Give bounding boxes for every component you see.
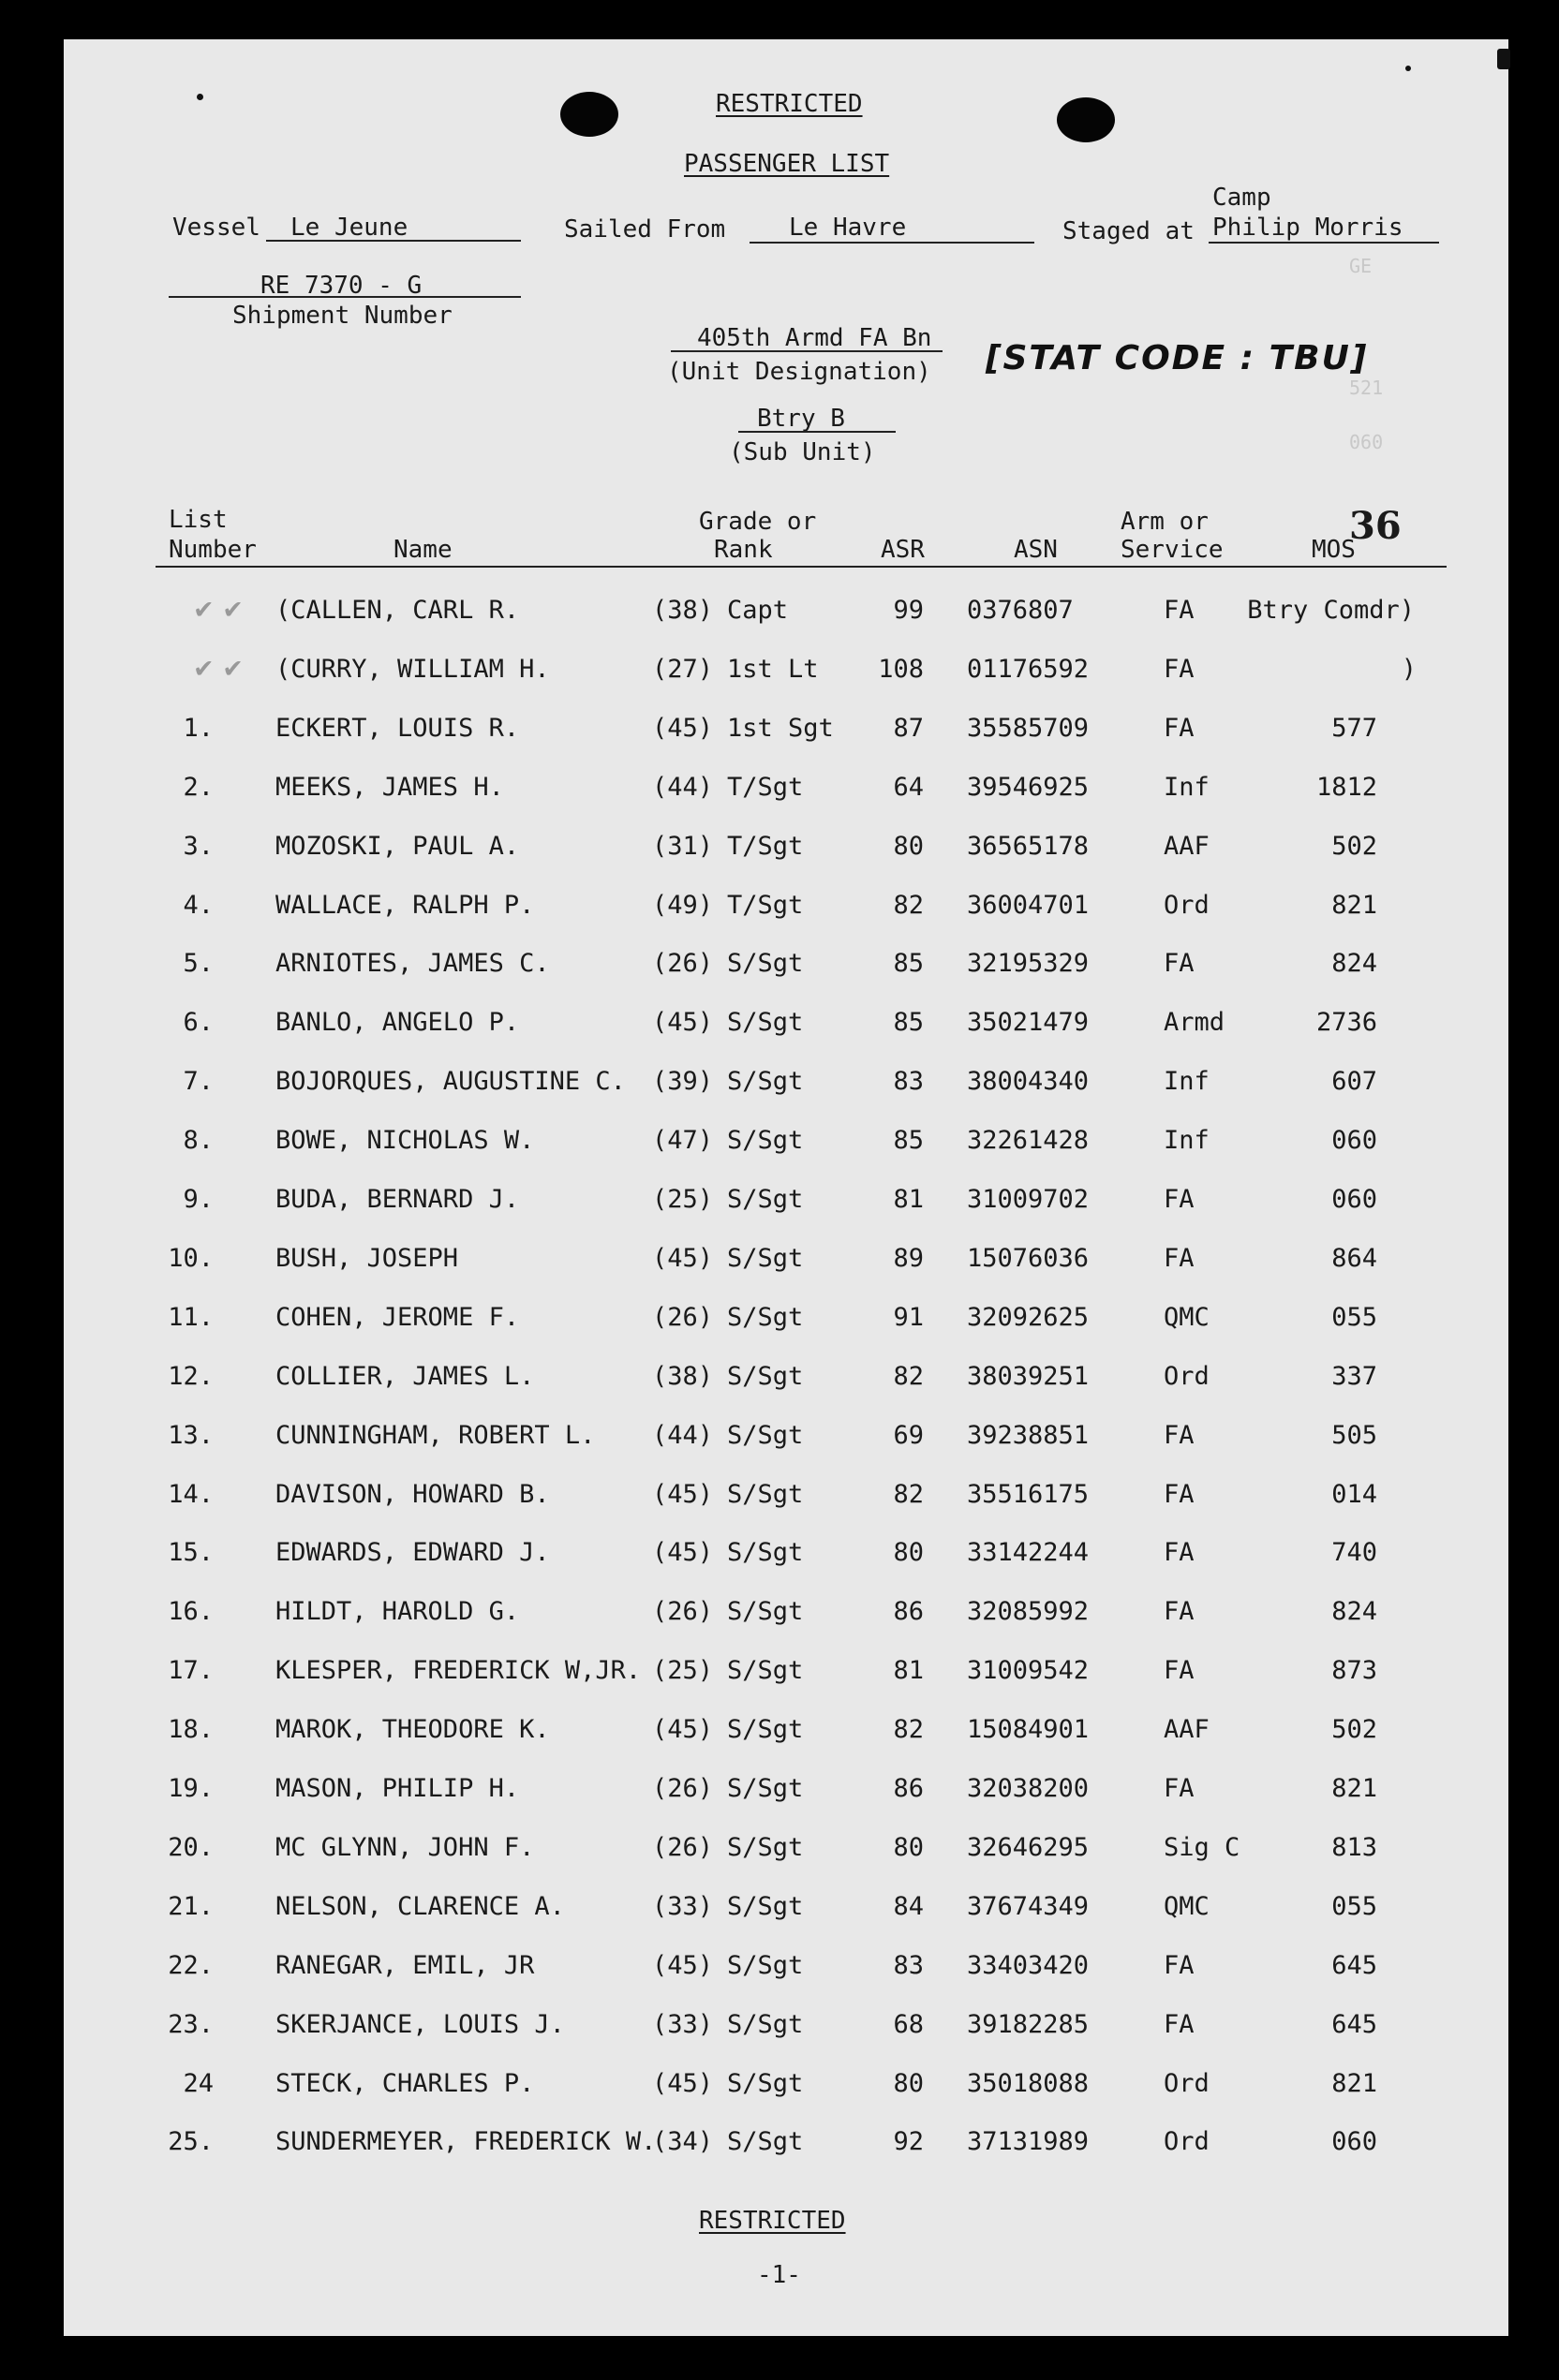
shipment-number: RE 7370 - G: [260, 272, 423, 300]
list-number: 17.: [168, 1656, 214, 1685]
passenger-age: (45): [652, 1715, 714, 1744]
faint-mark: 060: [1349, 431, 1384, 453]
restricted-top: RESTRICTED: [716, 90, 863, 118]
asr-score: 82: [893, 891, 924, 920]
restricted-bottom: RESTRICTED: [699, 2207, 846, 2235]
grade-rank: S/Sgt: [727, 1421, 804, 1450]
list-number: 12.: [168, 1362, 214, 1391]
army-serial-number: 38004340: [967, 1067, 1090, 1096]
asr-score: 84: [893, 1892, 924, 1921]
army-serial-number: 31009542: [967, 1656, 1090, 1685]
arm-service: FA: [1164, 1656, 1195, 1685]
faint-mark: GE: [1349, 255, 1373, 277]
asr-score: 81: [893, 1185, 924, 1214]
list-number: 21.: [168, 1892, 214, 1921]
passenger-age: (45): [652, 1480, 714, 1509]
asr-score: 89: [893, 1244, 924, 1273]
staged-camp: Camp: [1212, 184, 1271, 212]
army-serial-number: 35021479: [967, 1008, 1090, 1037]
asr-score: 80: [893, 2069, 924, 2098]
grade-rank: Capt: [727, 596, 789, 625]
table-row: [0, 1833, 1559, 1870]
passenger-name: SKERJANCE, LOUIS J.: [275, 2010, 565, 2039]
grade-rank: S/Sgt: [727, 1892, 804, 1921]
mos-code: 645: [1331, 1951, 1377, 1980]
asr-score: 82: [893, 1362, 924, 1391]
arm-service: Inf: [1164, 773, 1210, 802]
grade-rank: S/Sgt: [727, 1597, 804, 1626]
passenger-name: MOZOSKI, PAUL A.: [275, 832, 520, 861]
unit-underline: [671, 350, 943, 352]
asr-score: 68: [893, 2010, 924, 2039]
table-row: [0, 832, 1559, 869]
passenger-age: (45): [652, 1951, 714, 1980]
header-rule: [156, 566, 1447, 568]
asr-score: 87: [893, 714, 924, 743]
grade-rank: S/Sgt: [727, 1480, 804, 1509]
list-number: 7.: [183, 1067, 214, 1096]
list-number: 16.: [168, 1597, 214, 1626]
arm-service: FA: [1164, 596, 1195, 625]
passenger-name: COLLIER, JAMES L.: [275, 1362, 535, 1391]
table-row: [0, 1303, 1559, 1340]
passenger-name: (CURRY, WILLIAM H.: [275, 655, 550, 684]
army-serial-number: 32195329: [967, 949, 1090, 978]
mos-code: 821: [1331, 891, 1377, 920]
army-serial-number: 38039251: [967, 1362, 1090, 1391]
arm-service: FA: [1164, 1421, 1195, 1450]
table-row: [0, 596, 1559, 633]
passenger-name: MASON, PHILIP H.: [275, 1774, 520, 1803]
list-number: 2.: [183, 773, 214, 802]
table-row: [0, 773, 1559, 810]
grade-rank: S/Sgt: [727, 2127, 804, 2156]
passenger-name: DAVISON, HOWARD B.: [275, 1480, 550, 1509]
passenger-age: (26): [652, 1833, 714, 1862]
passenger-age: (44): [652, 1421, 714, 1450]
asr-score: 85: [893, 1126, 924, 1155]
arm-service: FA: [1164, 714, 1195, 743]
asr-score: 82: [893, 1480, 924, 1509]
asr-score: 108: [878, 655, 924, 684]
passenger-name: KLESPER, FREDERICK W,JR.: [275, 1656, 642, 1685]
punch-hole-right: [1057, 97, 1115, 142]
passenger-age: (44): [652, 773, 714, 802]
army-serial-number: 32261428: [967, 1126, 1090, 1155]
passenger-age: (27): [652, 655, 714, 684]
mos-code: 821: [1331, 2069, 1377, 2098]
table-row: [0, 1126, 1559, 1163]
passenger-age: (45): [652, 1538, 714, 1567]
army-serial-number: 39546925: [967, 773, 1090, 802]
mos-code: 060: [1331, 1185, 1377, 1214]
col-header-service: Service: [1121, 536, 1224, 564]
staged-at-label: Staged at: [1062, 217, 1195, 245]
sub-unit-underline: [738, 431, 896, 433]
passenger-age: (45): [652, 714, 714, 743]
army-serial-number: 32038200: [967, 1774, 1090, 1803]
passenger-age: (38): [652, 1362, 714, 1391]
passenger-age: (26): [652, 1774, 714, 1803]
asr-score: 85: [893, 949, 924, 978]
army-serial-number: 39238851: [967, 1421, 1090, 1450]
army-serial-number: 35018088: [967, 2069, 1090, 2098]
table-row: [0, 1480, 1559, 1517]
mos-code: 873: [1331, 1656, 1377, 1685]
asr-score: 99: [893, 596, 924, 625]
asr-score: 82: [893, 1715, 924, 1744]
col-header-asn: ASN: [1014, 536, 1058, 564]
grade-rank: S/Sgt: [727, 1362, 804, 1391]
asr-score: 83: [893, 1067, 924, 1096]
passenger-name: MAROK, THEODORE K.: [275, 1715, 550, 1744]
page-corner-mark: [1497, 49, 1510, 69]
passenger-name: BUSH, JOSEPH: [275, 1244, 459, 1273]
arm-service: FA: [1164, 1951, 1195, 1980]
arm-service: Sig C: [1164, 1833, 1240, 1862]
list-number: 3.: [183, 832, 214, 861]
passenger-age: (38): [652, 596, 714, 625]
arm-service: Ord: [1164, 891, 1210, 920]
grade-rank: S/Sgt: [727, 1833, 804, 1862]
grade-rank: S/Sgt: [727, 1538, 804, 1567]
passenger-age: (25): [652, 1185, 714, 1214]
passenger-name: COHEN, JEROME F.: [275, 1303, 520, 1332]
arm-service: Armd: [1164, 1008, 1225, 1037]
shipment-underline: [169, 296, 521, 298]
mos-code: 055: [1331, 1303, 1377, 1332]
passenger-name: ARNIOTES, JAMES C.: [275, 949, 550, 978]
staged-at-underline: [1209, 242, 1439, 244]
list-number: 22.: [168, 1951, 214, 1980]
col-header-arm: Arm or: [1121, 508, 1209, 536]
list-number: 1.: [183, 714, 214, 743]
grade-rank: T/Sgt: [727, 832, 804, 861]
checkmark-icon: ✔ ✔: [193, 655, 244, 684]
table-row: [0, 1008, 1559, 1045]
list-number: 4.: [183, 891, 214, 920]
list-number: 6.: [183, 1008, 214, 1037]
grade-rank: T/Sgt: [727, 773, 804, 802]
handwritten-number: 36: [1349, 504, 1402, 548]
passenger-age: (39): [652, 1067, 714, 1096]
passenger-name: NELSON, CLARENCE A.: [275, 1892, 565, 1921]
passenger-name: BANLO, ANGELO P.: [275, 1008, 520, 1037]
army-serial-number: 36004701: [967, 891, 1090, 920]
passenger-name: STECK, CHARLES P.: [275, 2069, 535, 2098]
table-row: [0, 1362, 1559, 1399]
asr-score: 69: [893, 1421, 924, 1450]
grade-rank: S/Sgt: [727, 1951, 804, 1980]
passenger-age: (45): [652, 1008, 714, 1037]
vessel-label: Vessel: [172, 214, 260, 242]
grade-rank: S/Sgt: [727, 1185, 804, 1214]
document-title: PASSENGER LIST: [684, 150, 890, 178]
mos-code: 1812: [1315, 773, 1377, 802]
table-row: [0, 1892, 1559, 1929]
army-serial-number: 36565178: [967, 832, 1090, 861]
passenger-age: (26): [652, 949, 714, 978]
table-row: [0, 949, 1559, 986]
arm-service: FA: [1164, 1185, 1195, 1214]
staged-at-value: Philip Morris: [1212, 214, 1403, 242]
list-number: 19.: [168, 1774, 214, 1803]
grade-rank: 1st Lt: [727, 655, 819, 684]
passenger-name: (CALLEN, CARL R.: [275, 596, 520, 625]
asr-score: 86: [893, 1597, 924, 1626]
arm-service: FA: [1164, 1244, 1195, 1273]
army-serial-number: 39182285: [967, 2010, 1090, 2039]
arm-service: FA: [1164, 949, 1195, 978]
passenger-age: (33): [652, 2010, 714, 2039]
list-number: 18.: [168, 1715, 214, 1744]
asr-score: 80: [893, 1538, 924, 1567]
arm-service: AAF: [1164, 1715, 1210, 1744]
table-row: [0, 1774, 1559, 1811]
mos-code: 014: [1331, 1480, 1377, 1509]
grade-rank: S/Sgt: [727, 2010, 804, 2039]
passenger-name: MEEKS, JAMES H.: [275, 773, 504, 802]
passenger-age: (26): [652, 1303, 714, 1332]
arm-service: QMC: [1164, 1303, 1210, 1332]
mos-code: 607: [1331, 1067, 1377, 1096]
vessel-underline: [266, 240, 521, 242]
passenger-age: (34): [652, 2127, 714, 2156]
page-number: -1-: [757, 2261, 801, 2289]
grade-rank: S/Sgt: [727, 2069, 804, 2098]
table-row: [0, 2010, 1559, 2047]
grade-rank: S/Sgt: [727, 1303, 804, 1332]
asr-score: 86: [893, 1774, 924, 1803]
table-row: [0, 891, 1559, 928]
grade-rank: S/Sgt: [727, 1126, 804, 1155]
mos-code: 502: [1331, 832, 1377, 861]
passenger-name: ECKERT, LOUIS R.: [275, 714, 520, 743]
passenger-name: WALLACE, RALPH P.: [275, 891, 535, 920]
arm-service: FA: [1164, 1480, 1195, 1509]
asr-score: 83: [893, 1951, 924, 1980]
mos-code: 821: [1331, 1774, 1377, 1803]
asr-score: 64: [893, 773, 924, 802]
army-serial-number: 15084901: [967, 1715, 1090, 1744]
passenger-name: BOJORQUES, AUGUSTINE C.: [275, 1067, 626, 1096]
list-number: 8.: [183, 1126, 214, 1155]
passenger-age: (25): [652, 1656, 714, 1685]
grade-rank: S/Sgt: [727, 949, 804, 978]
mos-code: 2736: [1315, 1008, 1377, 1037]
mos-code: 824: [1331, 949, 1377, 978]
mos-code: 337: [1331, 1362, 1377, 1391]
grade-rank: T/Sgt: [727, 891, 804, 920]
col-header-list: List: [169, 506, 228, 534]
grade-rank: S/Sgt: [727, 1656, 804, 1685]
col-header-number: Number: [169, 536, 257, 564]
grade-rank: S/Sgt: [727, 1067, 804, 1096]
unit-designation: 405th Armd FA Bn: [697, 324, 932, 352]
passenger-age: (31): [652, 832, 714, 861]
list-number: 5.: [183, 949, 214, 978]
mos-code: 505: [1331, 1421, 1377, 1450]
arm-service: FA: [1164, 1538, 1195, 1567]
passenger-age: (45): [652, 2069, 714, 2098]
passenger-name: RANEGAR, EMIL, JR: [275, 1951, 535, 1980]
sub-unit: Btry B: [757, 405, 845, 433]
arm-service: FA: [1164, 655, 1195, 684]
mos-code: 577: [1331, 714, 1377, 743]
asr-score: 85: [893, 1008, 924, 1037]
army-serial-number: 31009702: [967, 1185, 1090, 1214]
arm-service: Inf: [1164, 1067, 1210, 1096]
passenger-name: EDWARDS, EDWARD J.: [275, 1538, 550, 1567]
mos-code: 645: [1331, 2010, 1377, 2039]
table-row: [0, 1597, 1559, 1634]
shipment-label: Shipment Number: [232, 302, 453, 330]
army-serial-number: 15076036: [967, 1244, 1090, 1273]
army-serial-number: 37131989: [967, 2127, 1090, 2156]
vessel-value: Le Jeune: [290, 214, 408, 242]
table-row: [0, 1185, 1559, 1222]
mos-code: ): [1401, 655, 1417, 684]
mos-code: 813: [1331, 1833, 1377, 1862]
col-header-asr: ASR: [881, 536, 925, 564]
passenger-age: (47): [652, 1126, 714, 1155]
ink-speck: [1405, 66, 1411, 71]
col-header-rank: Rank: [714, 536, 773, 564]
stat-code-handwritten: [STAT CODE : TBU]: [986, 339, 1369, 377]
asr-score: 80: [893, 1833, 924, 1862]
list-number: 15.: [168, 1538, 214, 1567]
col-header-mos: MOS: [1312, 536, 1356, 564]
passenger-name: SUNDERMEYER, FREDERICK W.: [275, 2127, 657, 2156]
army-serial-number: 33403420: [967, 1951, 1090, 1980]
grade-rank: S/Sgt: [727, 1008, 804, 1037]
unit-designation-label: (Unit Designation): [667, 358, 931, 386]
sub-unit-label: (Sub Unit): [729, 438, 876, 466]
passenger-age: (26): [652, 1597, 714, 1626]
list-number: 14.: [168, 1480, 214, 1509]
arm-service: FA: [1164, 1774, 1195, 1803]
sailed-from-underline: [750, 242, 1034, 244]
passenger-age: (49): [652, 891, 714, 920]
grade-rank: S/Sgt: [727, 1244, 804, 1273]
army-serial-number: 0376807: [967, 596, 1074, 625]
arm-service: QMC: [1164, 1892, 1210, 1921]
checkmark-icon: ✔ ✔: [193, 596, 244, 625]
arm-service: Inf: [1164, 1126, 1210, 1155]
mos-code: 060: [1331, 1126, 1377, 1155]
grade-rank: S/Sgt: [727, 1715, 804, 1744]
arm-service: FA: [1164, 2010, 1195, 2039]
asr-score: 80: [893, 832, 924, 861]
mos-code: 864: [1331, 1244, 1377, 1273]
list-number: 25.: [168, 2127, 214, 2156]
arm-service: AAF: [1164, 832, 1210, 861]
mos-code: 060: [1331, 2127, 1377, 2156]
grade-rank: 1st Sgt: [727, 714, 834, 743]
army-serial-number: 35516175: [967, 1480, 1090, 1509]
list-number: 20.: [168, 1833, 214, 1862]
table-row: [0, 1656, 1559, 1693]
table-row: [0, 655, 1559, 692]
army-serial-number: 37674349: [967, 1892, 1090, 1921]
mos-code: 824: [1331, 1597, 1377, 1626]
passenger-age: (33): [652, 1892, 714, 1921]
asr-score: 92: [893, 2127, 924, 2156]
list-number: 23.: [168, 2010, 214, 2039]
arm-service: Ord: [1164, 1362, 1210, 1391]
sailed-from-value: Le Havre: [789, 214, 907, 242]
passenger-age: (45): [652, 1244, 714, 1273]
list-number: 24: [183, 2069, 214, 2098]
table-row: [0, 1244, 1559, 1281]
grade-rank: S/Sgt: [727, 1774, 804, 1803]
list-number: 11.: [168, 1303, 214, 1332]
mos-code: 740: [1331, 1538, 1377, 1567]
arm-service: Ord: [1164, 2127, 1210, 2156]
table-row: [0, 2127, 1559, 2165]
passenger-name: CUNNINGHAM, ROBERT L.: [275, 1421, 596, 1450]
arm-service: FA: [1164, 1597, 1195, 1626]
passenger-name: MC GLYNN, JOHN F.: [275, 1833, 535, 1862]
passenger-name: BOWE, NICHOLAS W.: [275, 1126, 535, 1155]
list-number: 9.: [183, 1185, 214, 1214]
arm-service: Ord: [1164, 2069, 1210, 2098]
table-row: [0, 1715, 1559, 1752]
punch-hole-left: [560, 92, 618, 137]
faint-mark: 521: [1349, 377, 1384, 399]
mos-code: 055: [1331, 1892, 1377, 1921]
table-row: [0, 1421, 1559, 1458]
army-serial-number: 35585709: [967, 714, 1090, 743]
mos-code: 502: [1331, 1715, 1377, 1744]
list-number: 10.: [168, 1244, 214, 1273]
col-header-name: Name: [393, 536, 453, 564]
ink-speck: [197, 94, 203, 100]
col-header-grade: Grade or: [699, 508, 817, 536]
asr-score: 81: [893, 1656, 924, 1685]
sailed-from-label: Sailed From: [564, 215, 726, 244]
table-row: [0, 1067, 1559, 1104]
table-row: [0, 714, 1559, 751]
asr-score: 91: [893, 1303, 924, 1332]
army-serial-number: 32092625: [967, 1303, 1090, 1332]
passenger-name: BUDA, BERNARD J.: [275, 1185, 520, 1214]
table-row: [0, 1951, 1559, 1988]
table-row: [0, 2069, 1559, 2107]
mos-code: Btry Comdr): [1247, 596, 1415, 625]
army-serial-number: 32646295: [967, 1833, 1090, 1862]
army-serial-number: 01176592: [967, 655, 1090, 684]
table-row: [0, 1538, 1559, 1575]
passenger-name: HILDT, HAROLD G.: [275, 1597, 520, 1626]
army-serial-number: 33142244: [967, 1538, 1090, 1567]
list-number: 13.: [168, 1421, 214, 1450]
army-serial-number: 32085992: [967, 1597, 1090, 1626]
